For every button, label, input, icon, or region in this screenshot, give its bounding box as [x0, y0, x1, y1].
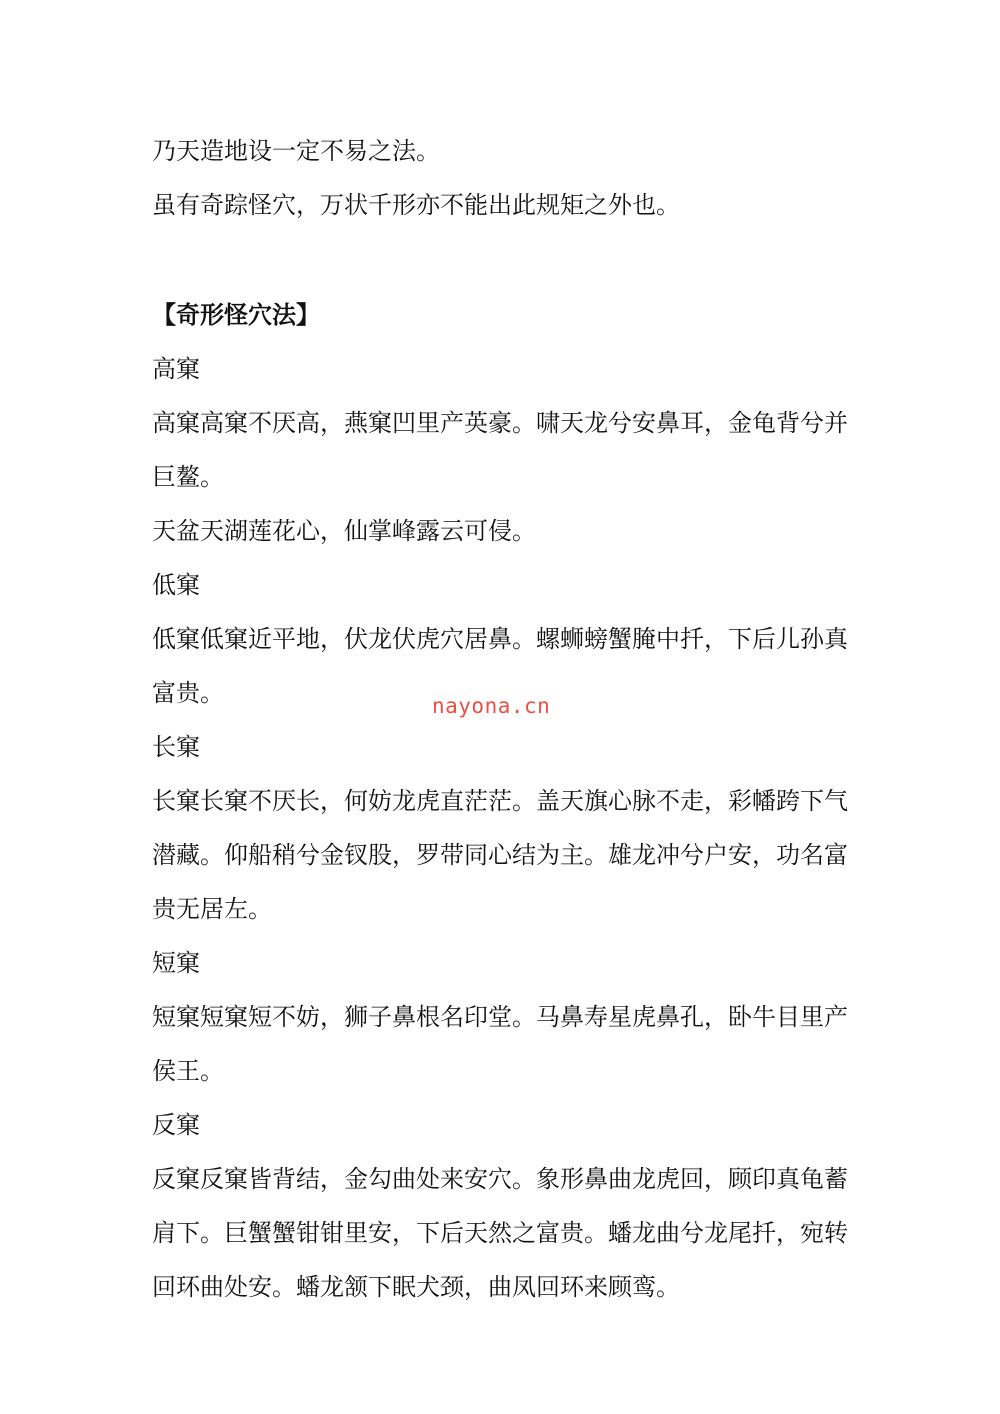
intro-line-1: 乃天造地设一定不易之法。 — [152, 137, 440, 165]
paragraph-gao-1: 高窠高窠不厌高，燕窠凹里产英豪。啸天龙兮安鼻耳，金龟背兮并巨鳌。 — [152, 409, 848, 491]
subsection-title-di: 低窠 — [152, 571, 200, 599]
section-heading: 【奇形怪穴法】 — [152, 301, 320, 329]
paragraph-di-1: 低窠低窠近平地，伏龙伏虎穴居鼻。螺蛳螃蟹腌中扦，下后儿孙真富贵。 — [152, 625, 848, 707]
watermark-text: nayona.cn — [432, 694, 551, 718]
paragraph-chang-1: 长窠长窠不厌长，何妨龙虎直茫茫。盖天旗心脉不走，彩幡跨下气潜藏。仰船稍兮金钗股，罗带同心结为主。雄龙冲兮户安，功名富贵无居左。 — [152, 787, 848, 923]
paragraph-fan-1: 反窠反窠皆背结，金勾曲处来安穴。象形鼻曲龙虎回，顾印真龟蓄肩下。巨蟹蟹钳钳里安，下后天然之富贵。蟠龙曲兮龙尾扦，宛转回环曲处安。蟠龙颔下眠犬颈，曲凤回环来顾鸾。 — [152, 1165, 848, 1301]
paragraph-gao-2: 天盆天湖莲花心，仙掌峰露云可侵。 — [152, 517, 536, 545]
intro-line-2: 虽有奇踪怪穴，万状千形亦不能出此规矩之外也。 — [152, 191, 680, 219]
subsection-title-fan: 反窠 — [152, 1111, 200, 1139]
subsection-title-chang: 长窠 — [152, 733, 200, 761]
section-spacer — [152, 232, 852, 288]
subsection-title-gao: 高窠 — [152, 355, 200, 383]
subsection-title-duan: 短窠 — [152, 949, 200, 977]
document-body — [152, 124, 852, 1314]
paragraph-duan-1: 短窠短窠短不妨，狮子鼻根名印堂。马鼻寿星虎鼻孔，卧牛目里产侯王。 — [152, 1003, 848, 1085]
